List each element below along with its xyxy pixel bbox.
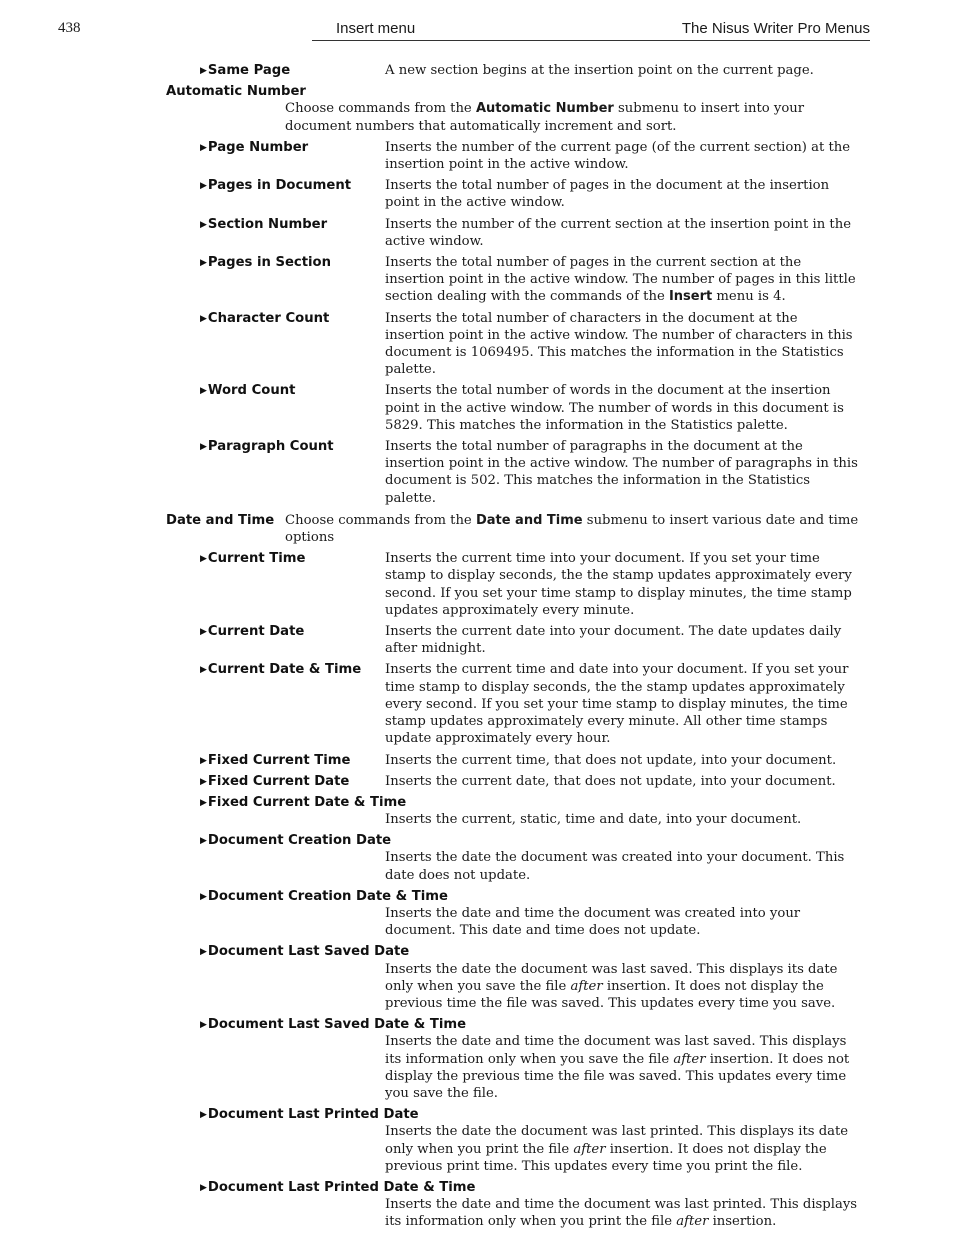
description-text: Inserts the date and time the document was created into your document. This date and time does not update.	[385, 906, 801, 939]
term-fixed-current-time	[200, 752, 350, 771]
right-triangle-icon: ▶	[200, 665, 207, 676]
header-rule	[312, 40, 870, 41]
right-triangle-icon: ▶	[200, 947, 207, 958]
term-description	[385, 382, 860, 434]
description-text: Inserts the current date, that does not update, into your document.	[385, 773, 836, 789]
description-text: Inserts the total number of pages in the current section at the insertion point in the active window. The number of pages in this little section dealing with the commands of the	[385, 255, 856, 305]
page-number: 438	[58, 20, 81, 36]
menu-name-emphasis: Insert	[668, 289, 713, 305]
term-label: Section Number	[207, 216, 328, 232]
term-description	[385, 62, 860, 79]
term-label: Document Last Printed Date & Time	[207, 1180, 476, 1196]
chapter-title: Insert menu	[336, 20, 416, 37]
page-body	[0, 62, 954, 1231]
definition-entry	[0, 1179, 954, 1231]
term-document-last-printed-date	[200, 1106, 419, 1125]
description-text: insertion. It does not display the previous print time. This updates every time you print the file.	[385, 1141, 827, 1174]
italic-emphasis: after	[676, 1214, 709, 1230]
term-label: Fixed Current Date & Time	[207, 794, 407, 810]
term-label: Current Time	[207, 551, 306, 567]
description-text: Inserts the number of the current section at the insertion point in the active window.	[385, 216, 851, 249]
term-page-number	[200, 139, 308, 158]
term-document-last-printed-date-and-time	[200, 1179, 475, 1198]
term-section-number	[200, 216, 327, 235]
description-text: Inserts the current time, that does not update, into your document.	[385, 752, 837, 768]
term-description	[385, 177, 860, 211]
term-label: Document Creation Date	[207, 833, 392, 849]
description-text: A new section begins at the insertion point on the current page.	[385, 63, 814, 78]
section-intro	[285, 512, 860, 546]
definition-entry	[0, 254, 954, 306]
term-label: Pages in Section	[207, 255, 331, 271]
term-description	[385, 849, 860, 883]
term-label: Document Creation Date & Time	[207, 888, 448, 904]
term-word-count	[200, 382, 295, 401]
description-text: Inserts the date the document was last saved. This displays its date only when you save the file	[385, 961, 838, 994]
right-triangle-icon: ▶	[200, 755, 207, 766]
term-paragraph-count	[200, 438, 334, 457]
term-label: Same Page	[207, 63, 291, 78]
right-triangle-icon: ▶	[200, 1183, 207, 1194]
right-triangle-icon: ▶	[200, 442, 207, 453]
right-triangle-icon: ▶	[200, 1020, 207, 1031]
description-text: Inserts the date and time the document was last saved. This displays its information only when you save the file	[385, 1034, 847, 1067]
term-description	[385, 752, 860, 769]
term-description	[385, 961, 860, 1013]
term-description	[385, 216, 860, 250]
term-description	[385, 310, 860, 379]
submenu-name-emphasis: Date and Time	[475, 512, 583, 528]
section-date-and-time	[0, 512, 954, 546]
definition-entry	[0, 177, 954, 211]
term-description	[385, 811, 860, 828]
term-description	[385, 1196, 860, 1230]
term-description	[385, 550, 860, 619]
section-heading: Automatic Number	[166, 84, 306, 100]
description-text: Inserts the total number of characters in the document at the insertion point in the active window. The number of characters in this document is 1069495. This matches the information in the Statistics palette.	[385, 310, 853, 378]
description-text: Inserts the date the document was last printed. This displays its date only when you print the file	[385, 1124, 849, 1157]
description-text: Inserts the current date into your document. The date updates daily after midnight.	[385, 624, 842, 657]
definition-entry	[0, 888, 954, 940]
term-document-last-saved-date	[200, 943, 409, 962]
submenu-name-emphasis: Automatic Number	[475, 101, 614, 117]
term-description	[385, 1123, 860, 1175]
term-current-date-and-time	[200, 661, 361, 680]
definition-entry	[0, 438, 954, 507]
description-text: Inserts the current time into your document. If you set your time stamp to display seconds, the the stamp updates approximately every second. If you set your time stamp to display minutes, the time stamp updates approximately every minute.	[385, 551, 852, 618]
term-pages-in-section	[200, 254, 331, 273]
description-text: insertion. It does not display the previous time the file was saved. This updates every time you save the file.	[385, 1051, 850, 1102]
term-description	[385, 905, 860, 939]
intro-text: Choose commands from the	[285, 101, 476, 117]
intro-text: Choose commands from the	[285, 512, 476, 528]
description-text: Inserts the date and time the document was last printed. This displays its information only when you print the file	[385, 1197, 858, 1230]
description-text: Inserts the date the document was created into your document. This date does not update.	[385, 850, 845, 883]
term-label: Page Number	[207, 139, 309, 155]
term-description	[385, 623, 860, 657]
term-character-count	[200, 310, 329, 329]
description-text: Inserts the total number of pages in the document at the insertion point in the active window.	[385, 178, 830, 211]
term-label: Character Count	[207, 310, 330, 326]
term-label: Current Date & Time	[207, 662, 362, 678]
description-text: Inserts the number of the current page (of the current section) at the insertion point in the active window.	[385, 139, 851, 172]
definition-entry	[0, 1016, 954, 1102]
right-triangle-icon: ▶	[200, 836, 207, 847]
definition-entry	[0, 773, 954, 790]
term-document-last-saved-date-and-time	[200, 1016, 466, 1035]
term-description	[385, 1033, 860, 1102]
definition-entry	[0, 943, 954, 1012]
right-triangle-icon: ▶	[200, 142, 207, 153]
definition-entry	[0, 752, 954, 769]
term-label: Current Date	[207, 624, 305, 640]
term-label: Document Last Printed Date	[207, 1107, 419, 1123]
term-description	[385, 661, 860, 747]
definition-entry	[0, 1106, 954, 1175]
intro-text: submenu to insert into your document numbers that automatically increment and sort.	[285, 101, 805, 134]
description-text: Inserts the total number of words in the document at the insertion point in the active window. The number of words in this document is 5829. This matches the information in the Statistics palette.	[385, 383, 844, 433]
book-title: The Nisus Writer Pro Menus	[681, 20, 870, 37]
definition-entry	[0, 550, 954, 619]
description-text: insertion.	[708, 1214, 777, 1230]
term-fixed-current-date	[200, 773, 349, 792]
right-triangle-icon: ▶	[200, 776, 207, 787]
term-label: Pages in Document	[207, 178, 352, 194]
right-triangle-icon: ▶	[200, 181, 207, 192]
section-intro	[285, 100, 860, 134]
description-text: insertion. It does not display the previous time the file was saved. This updates every time you save.	[385, 978, 836, 1012]
right-triangle-icon: ▶	[200, 1110, 207, 1121]
section-heading: Date and Time	[166, 512, 275, 528]
definition-entry	[0, 623, 954, 657]
right-triangle-icon: ▶	[200, 554, 207, 565]
term-same-page	[200, 62, 290, 81]
definition-entry	[0, 139, 954, 173]
right-triangle-icon: ▶	[200, 219, 207, 230]
term-description	[385, 254, 860, 306]
definition-entry	[0, 832, 954, 884]
term-description	[385, 438, 860, 507]
section-automatic-number	[0, 83, 954, 135]
definition-entry	[0, 310, 954, 379]
term-current-date	[200, 623, 304, 642]
right-triangle-icon: ▶	[200, 66, 207, 76]
term-label: Fixed Current Date	[207, 773, 350, 789]
term-label: Document Last Saved Date	[207, 944, 410, 960]
right-triangle-icon: ▶	[200, 258, 207, 269]
definition-entry	[0, 661, 954, 747]
term-label: Word Count	[207, 383, 296, 399]
term-label: Fixed Current Time	[207, 752, 351, 768]
definition-entry	[0, 794, 954, 828]
term-fixed-current-date-and-time	[200, 794, 406, 813]
term-label: Paragraph Count	[207, 439, 334, 455]
definition-entry	[0, 62, 954, 79]
definition-entry	[0, 216, 954, 250]
italic-emphasis: after	[673, 1051, 706, 1067]
description-text: menu is 4.	[712, 289, 786, 305]
term-document-creation-date	[200, 832, 391, 851]
definition-entry	[0, 382, 954, 434]
term-current-time	[200, 550, 305, 569]
italic-emphasis: after	[573, 1141, 606, 1157]
term-description	[385, 139, 860, 173]
italic-emphasis: after	[570, 978, 603, 994]
description-text: Inserts the total number of paragraphs in the document at the insertion point in the active window. The number of paragraphs in this document is 502. This matches the information in the Statistics palette.	[385, 439, 858, 506]
term-pages-in-document	[200, 177, 351, 196]
right-triangle-icon: ▶	[200, 386, 207, 397]
description-text: Inserts the current, static, time and date, into your document.	[385, 812, 802, 828]
term-label: Document Last Saved Date & Time	[207, 1017, 467, 1033]
term-document-creation-date-and-time	[200, 888, 448, 907]
description-text: Inserts the current time and date into your document. If you set your time stamp to display seconds, the the stamp updates approximately every second. If you set your time stamp to display minutes, the time stamp updates approximately every minute. All other time stamps update approximately every hour.	[385, 662, 849, 747]
right-triangle-icon: ▶	[200, 891, 207, 902]
right-triangle-icon: ▶	[200, 627, 207, 638]
intro-text: submenu to insert various date and time options	[285, 512, 859, 546]
right-triangle-icon: ▶	[200, 313, 207, 324]
right-triangle-icon: ▶	[200, 797, 207, 808]
term-description	[385, 773, 860, 790]
